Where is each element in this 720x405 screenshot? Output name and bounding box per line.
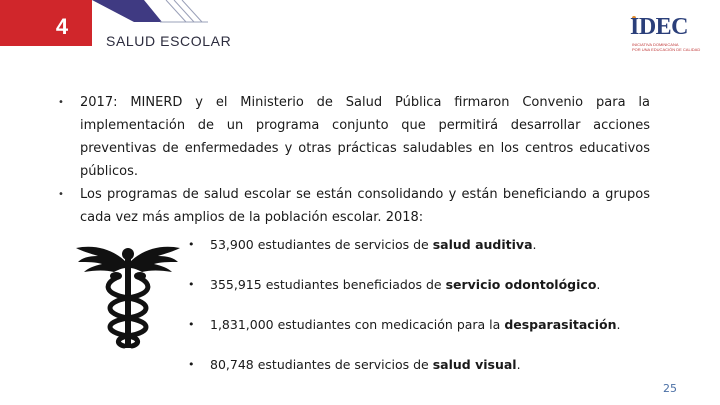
stat-suffix: . <box>616 317 621 332</box>
stat-suffix: . <box>532 237 537 252</box>
logo-subtitle-line-2: POR UNA EDUCACIÓN DE CALIDAD <box>632 47 701 52</box>
stat-text: estudiantes con medicación para la <box>277 317 501 332</box>
bullet-list <box>58 91 650 229</box>
bullet-text: 2017: MINERD y el Ministerio de Salud Pública firmaron Convenio para la implementación de un programa conjunto que permitirá desarrollar acciones preventivas de enfermedades y otras prácticas saludables en los centros educativos públicos. <box>80 95 650 179</box>
stat-value: 53,900 <box>210 237 254 252</box>
caduceus-icon <box>74 232 182 350</box>
bullet-item <box>58 91 650 183</box>
stat-value: 1,831,000 <box>210 317 274 332</box>
stat-item <box>188 354 620 394</box>
bullet-marker: • <box>58 97 64 108</box>
page-number: 25 <box>663 382 677 395</box>
bullet-marker: • <box>58 189 64 200</box>
stat-suffix: . <box>516 357 521 372</box>
slide-number: 4 <box>55 14 69 39</box>
section-title: SALUD ESCOLAR <box>106 33 232 49</box>
stat-item <box>188 274 620 314</box>
stat-emphasis: salud auditiva <box>432 237 533 252</box>
bullet-marker: • <box>188 238 195 251</box>
logo-subtitle-line-1: INICIATIVA DOMINICANA <box>632 42 679 47</box>
bullet-marker: • <box>188 358 195 371</box>
stat-text: estudiantes beneficiados de <box>265 277 442 292</box>
stat-item <box>188 234 620 274</box>
stat-suffix: . <box>596 277 601 292</box>
stat-value: 80,748 <box>210 357 254 372</box>
bullet-marker: • <box>188 318 195 331</box>
stats-list <box>188 234 620 394</box>
stat-text: estudiantes de servicios de <box>257 357 429 372</box>
header-decoration-icon <box>74 0 214 30</box>
stat-value: 355,915 <box>210 277 262 292</box>
logo-mark: IDEC <box>630 14 689 40</box>
idec-logo <box>628 14 712 54</box>
bullet-item <box>58 183 650 229</box>
bullet-text: Los programas de salud escolar se están consolidando y están beneficiando a grupos cada vez más amplios de la población escolar. 2018: <box>80 187 650 225</box>
stat-emphasis: servicio odontológico <box>445 277 597 292</box>
bullet-marker: • <box>188 278 195 291</box>
stat-emphasis: salud visual <box>432 357 517 372</box>
stat-item <box>188 314 620 354</box>
stat-text: estudiantes de servicios de <box>257 237 429 252</box>
stat-emphasis: desparasitación <box>504 317 617 332</box>
